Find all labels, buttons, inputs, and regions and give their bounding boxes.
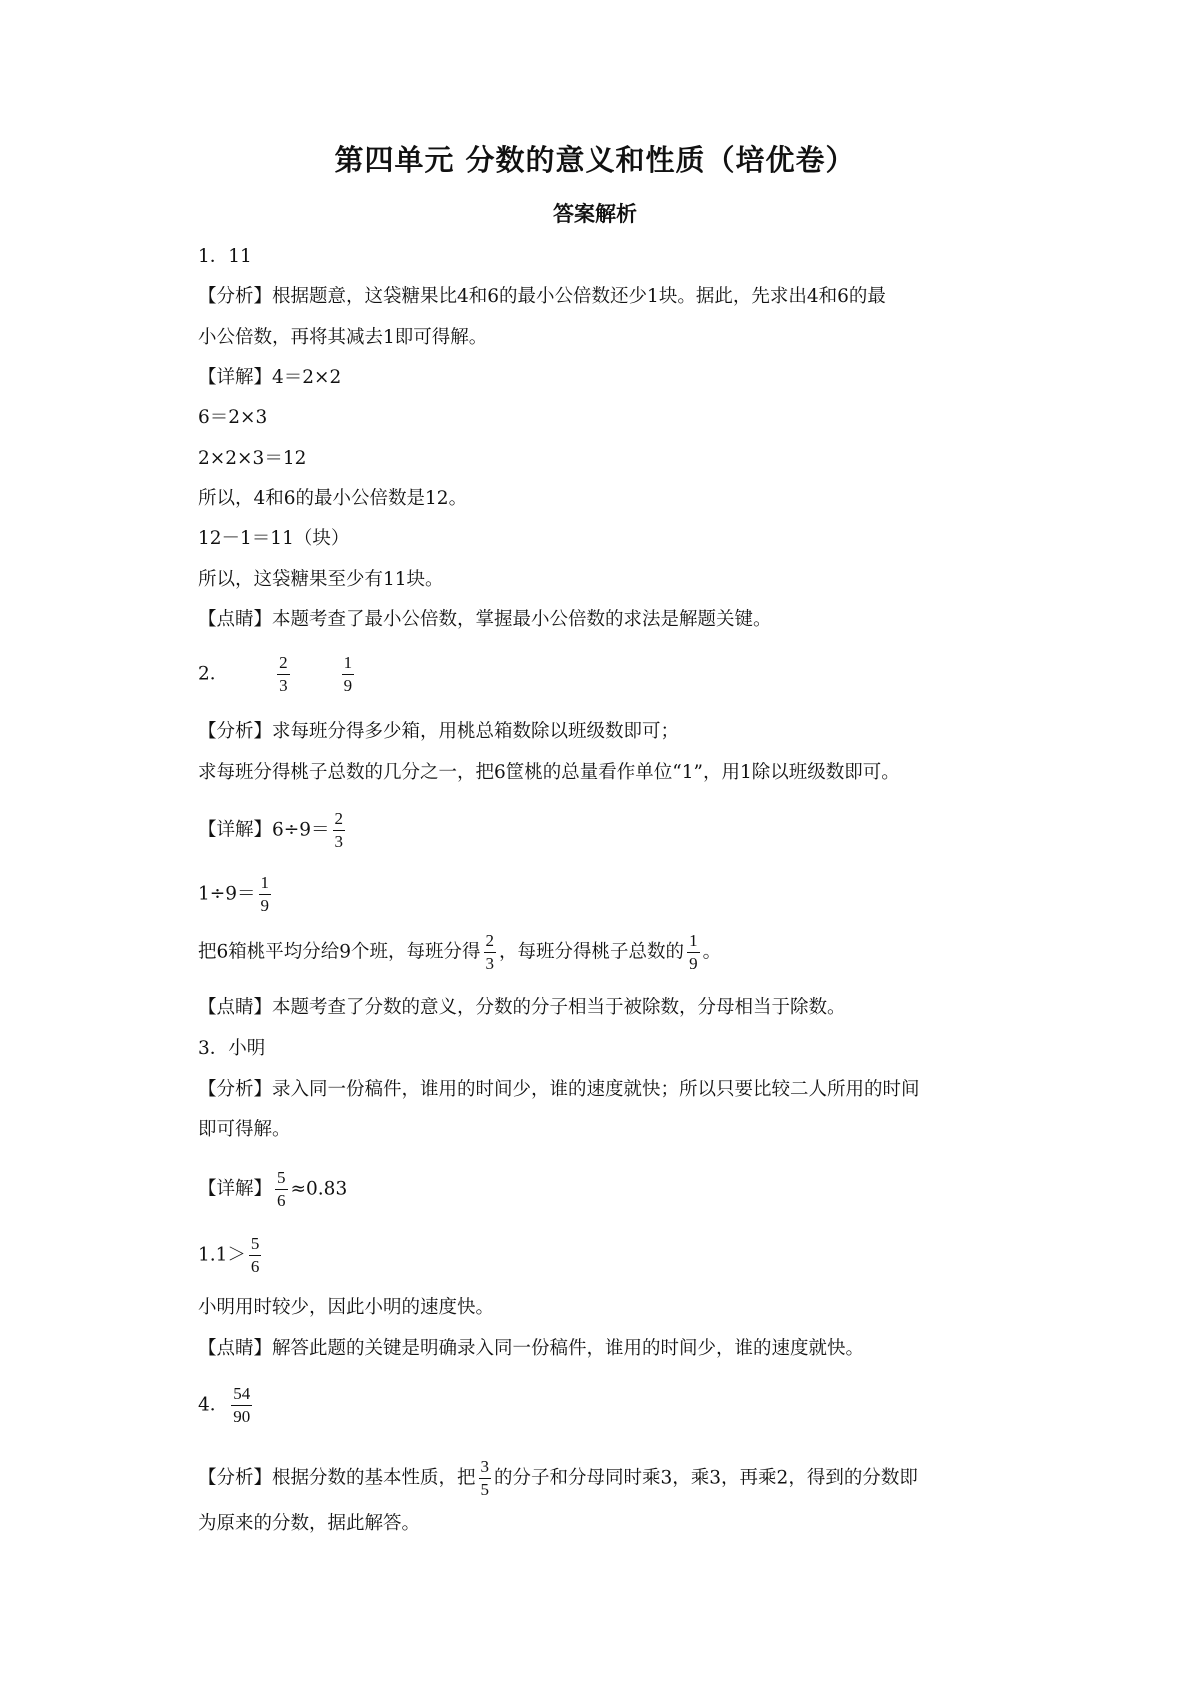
fraction-numerator: 5: [277, 1168, 286, 1187]
q4-analysis-fraction: [479, 1456, 492, 1501]
q2-answer-fraction-1: [277, 652, 290, 697]
q2-detail-3-text-a: 把6箱桃平均分给9个班，每班分得: [198, 941, 481, 963]
fraction-numerator: 1: [260, 873, 270, 892]
q3-comment: 【点睛】解答此题的关键是明确录入同一份稿件，谁用的时间少，谁的速度就快。: [198, 1338, 865, 1359]
q1-detail-line2: 6＝2×3: [198, 407, 268, 428]
q2-answer: [198, 652, 357, 697]
q2-detail-line3: [198, 930, 721, 975]
fraction-numerator: 3: [480, 1457, 490, 1476]
q3-analysis-line1: 【分析】录入同一份稿件，谁用的时间少，谁的速度就快；所以只要比较二人所用的时间: [198, 1079, 920, 1100]
page-title: 第四单元 分数的意义和性质（培优卷）: [334, 143, 856, 177]
fraction-denominator: 5: [480, 1480, 490, 1499]
q2-analysis-line2: 求每班分得桃子总数的几分之一，把6筐桃的总量看作单位“1”，用1除以班级数即可。: [198, 762, 900, 783]
q2-comment: 【点睛】本题考查了分数的意义，分数的分子相当于被除数，分母相当于除数。: [198, 997, 846, 1018]
fraction-denominator: 90: [233, 1407, 251, 1426]
q4-answer: [198, 1383, 255, 1428]
q2-detail-1-text: 【详解】6÷9＝: [198, 819, 330, 841]
q1-detail-line4: 所以，4和6的最小公倍数是12。: [198, 488, 468, 509]
fraction-denominator: 6: [250, 1257, 260, 1276]
q1-detail-line3: 2×2×3＝12: [198, 448, 307, 469]
page-subtitle: 答案解析: [553, 202, 637, 226]
q1-answer: 1．11: [198, 246, 252, 267]
q2-number: 2．: [198, 663, 229, 685]
q3-detail-line2: [198, 1233, 264, 1278]
q2-detail-fraction-1: [333, 808, 346, 853]
q3-detail-fraction-2: [249, 1233, 262, 1278]
q1-analysis-line1: 【分析】根据题意，这袋糖果比4和6的最小公倍数还少1块。据此，先求出4和6的最: [198, 286, 886, 307]
q4-analysis-text-b: 的分子和分母同时乘3，乘3，再乘2，得到的分数即: [494, 1467, 918, 1489]
q4-analysis-text-a: 【分析】根据分数的基本性质，把: [198, 1467, 476, 1489]
q1-detail-line1: 【详解】4＝2×2: [198, 367, 342, 388]
q3-detail-line3: 小明用时较少，因此小明的速度快。: [198, 1297, 495, 1318]
fraction-numerator: 1: [343, 653, 353, 672]
fraction-numerator: 54: [233, 1384, 251, 1403]
q3-detail-line1: [198, 1167, 347, 1212]
q2-analysis-line1: 【分析】求每班分得多少箱，用桃总箱数除以班级数即可；: [198, 721, 680, 742]
q4-analysis-line2: 为原来的分数，据此解答。: [198, 1513, 421, 1534]
q2-answer-fraction-2: [342, 652, 355, 697]
q1-comment: 【点睛】本题考查了最小公倍数，掌握最小公倍数的求法是解题关键。: [198, 609, 772, 630]
fraction-denominator: 6: [277, 1191, 286, 1210]
fraction-denominator: 9: [689, 954, 698, 973]
fraction-denominator: 3: [334, 832, 344, 851]
q2-detail-2-text: 1÷9＝: [198, 883, 256, 905]
q2-detail-3-text-c: 。: [702, 941, 722, 963]
q2-detail-fraction-4: [687, 930, 700, 975]
fraction-denominator: 9: [343, 676, 353, 695]
fraction-numerator: 5: [250, 1234, 260, 1253]
fraction-denominator: 3: [485, 954, 495, 973]
fraction-numerator: 1: [689, 931, 698, 950]
fraction-numerator: 2: [279, 653, 288, 672]
q4-number: 4．: [198, 1394, 229, 1416]
q4-analysis-line1: [198, 1456, 918, 1501]
fraction-denominator: 3: [279, 676, 288, 695]
q1-detail-line6: 所以，这袋糖果至少有11块。: [198, 569, 444, 590]
q2-detail-fraction-2: [259, 872, 272, 917]
q4-answer-fraction: [231, 1383, 252, 1428]
q3-detail-fraction-1: [275, 1167, 288, 1212]
q3-answer: 3．小明: [198, 1038, 266, 1059]
fraction-denominator: 9: [260, 896, 270, 915]
q3-analysis-line2: 即可得解。: [198, 1119, 291, 1140]
q2-detail-3-text-b: ，每班分得桃子总数的: [499, 941, 685, 963]
q3-detail-1-prefix: 【详解】: [198, 1178, 273, 1200]
q3-detail-2-prefix: 1.1＞: [198, 1244, 246, 1266]
q1-detail-line5: 12－1＝11（块）: [198, 528, 350, 549]
fraction-numerator: 2: [334, 809, 344, 828]
fraction-numerator: 2: [485, 931, 495, 950]
q1-analysis-line2: 小公倍数，再将其减去1即可得解。: [198, 327, 488, 348]
q2-detail-fraction-3: [484, 930, 497, 975]
q3-detail-1-suffix: ≈0.83: [290, 1178, 348, 1200]
q2-detail-line2: [198, 872, 274, 917]
q2-detail-line1: [198, 808, 348, 853]
